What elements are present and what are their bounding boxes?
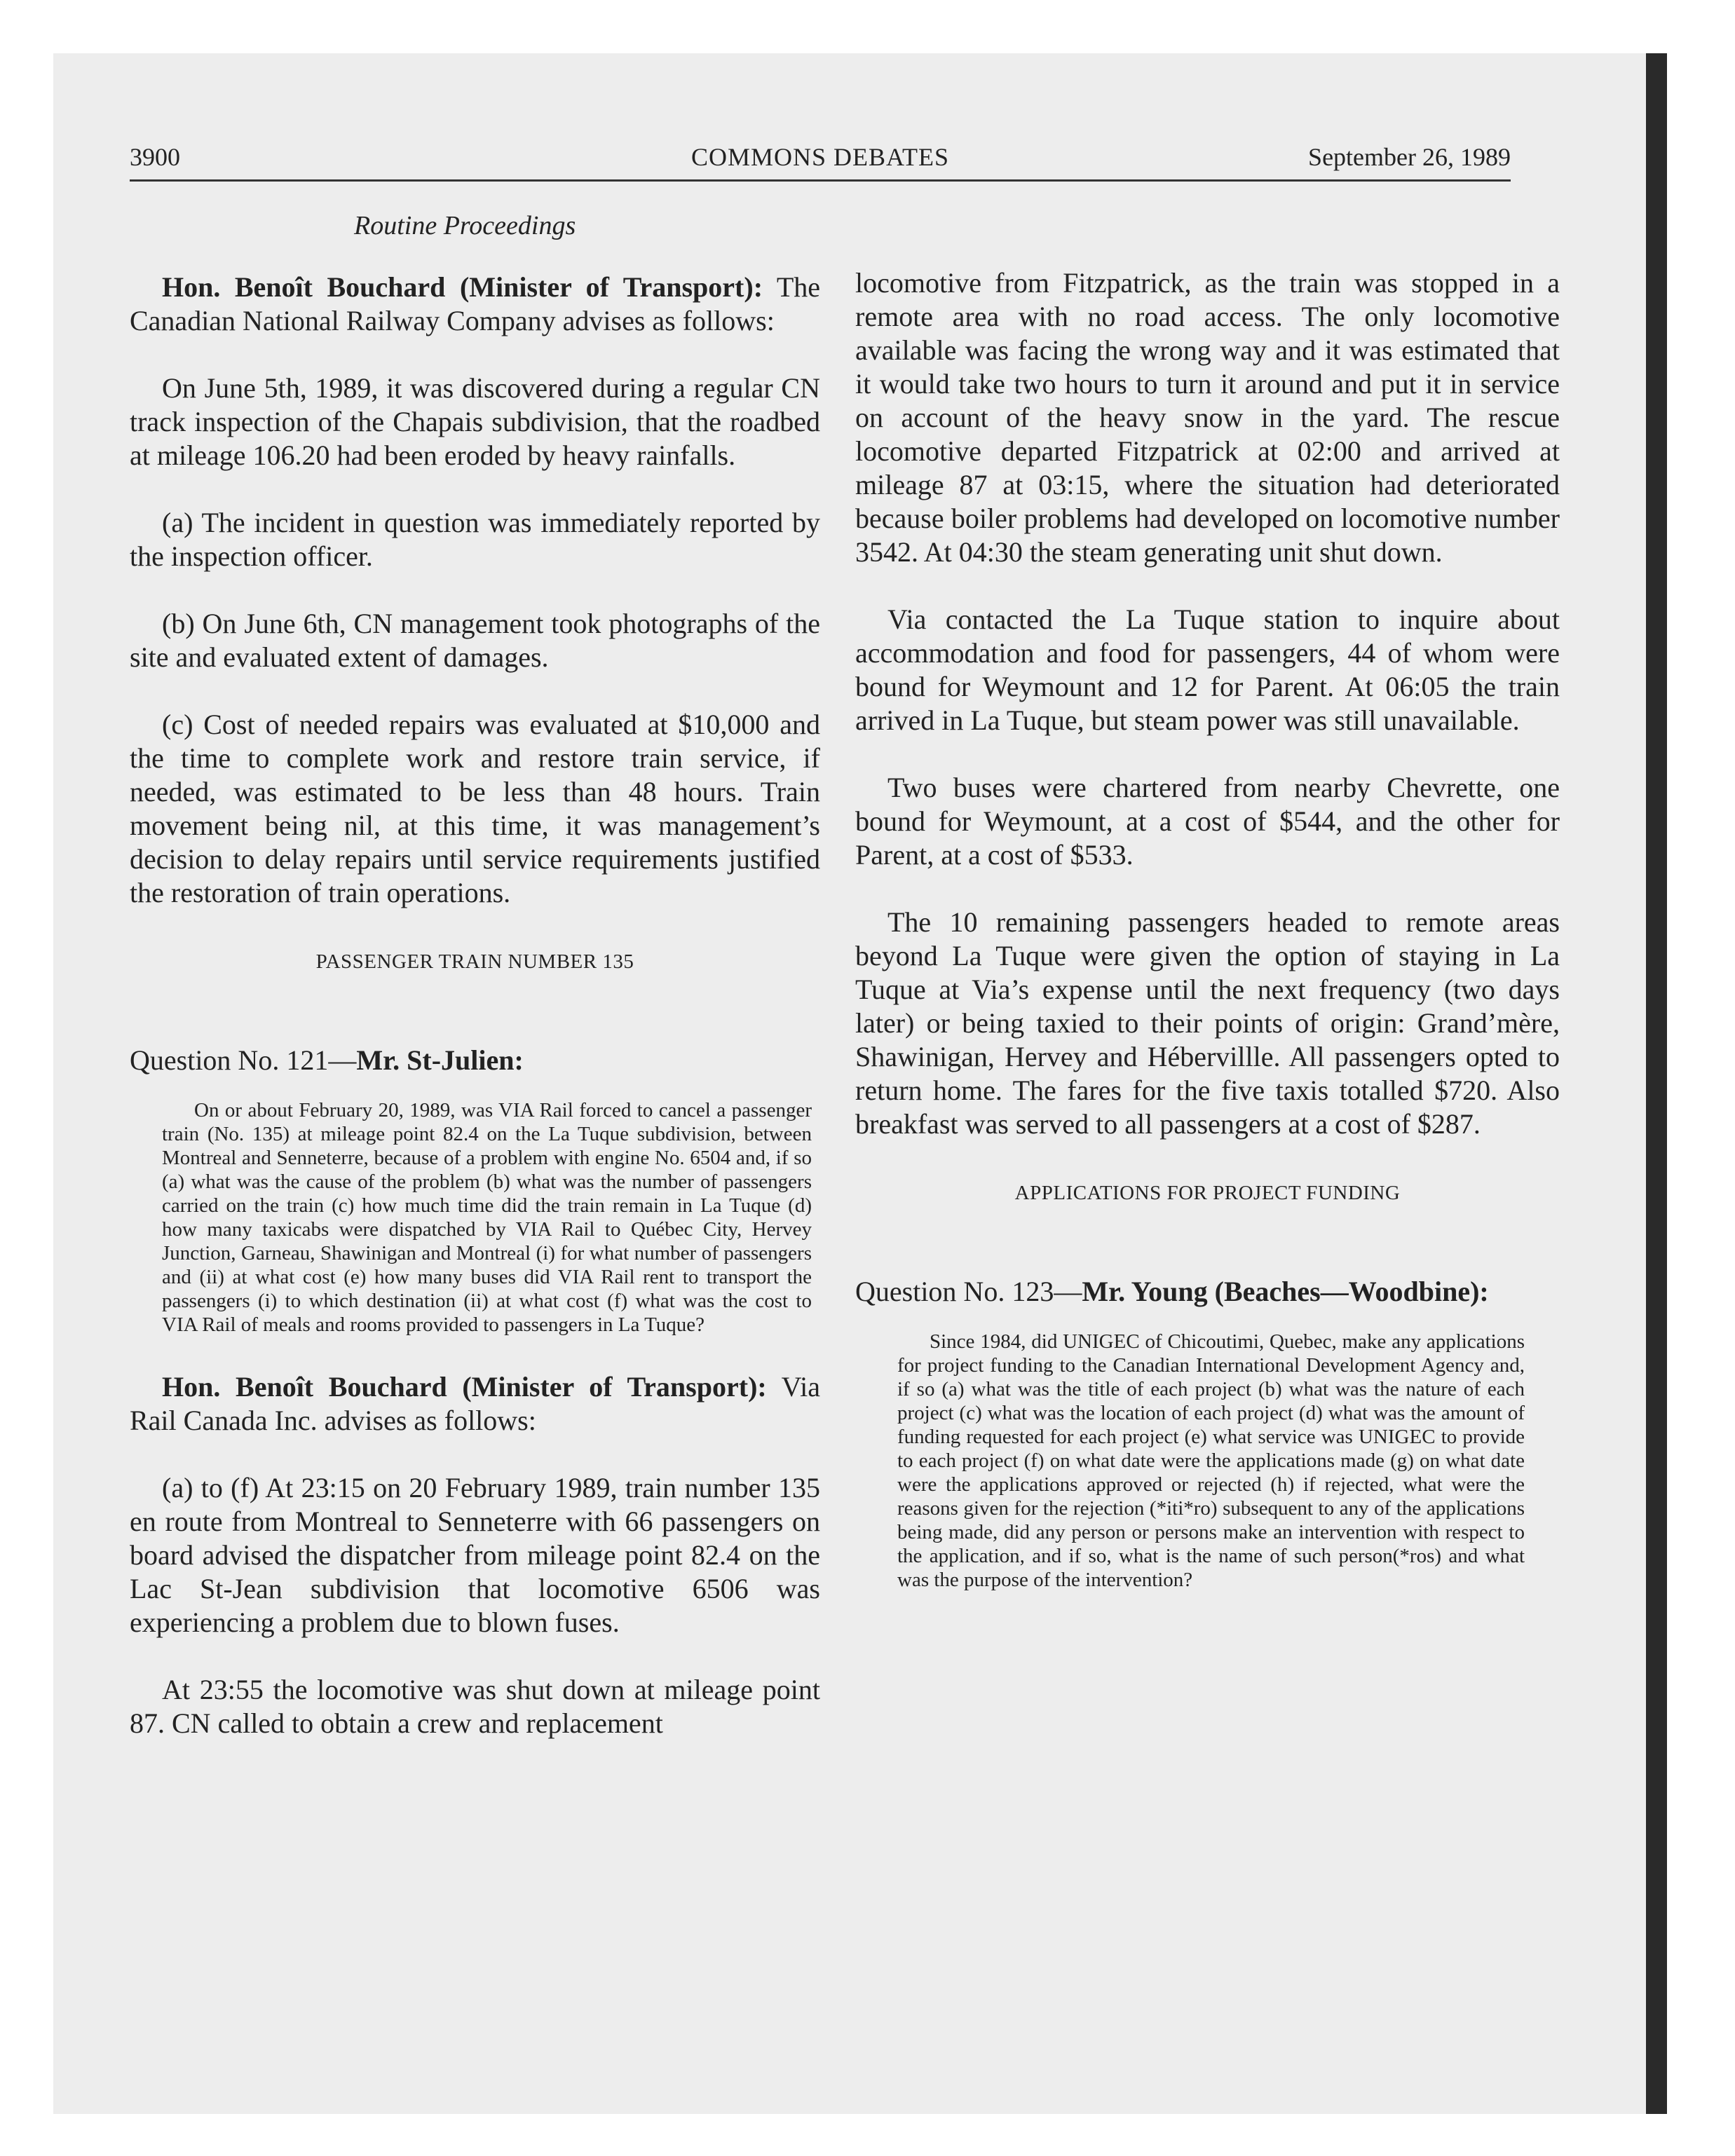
paragraph: Via contacted the La Tuque station to inquire about accommodation and food for passengers, 44 of whom were bound for Weymount and 12 for Parent. At 06:05 the train arrived in La Tuque, but steam power was still unavailable.: [855, 603, 1560, 736]
question-heading: [130, 1044, 820, 1077]
paragraph: (a) to (f) At 23:15 on 20 February 1989, train number 135 en route from Montreal to Senneterre with 66 passengers on board advised the dispatcher from mileage point 82.4 on the Lac St-Jean subdivision that locomotive 6506 was experiencing a problem due to blown fuses.: [130, 1471, 820, 1638]
right-column: [855, 266, 1560, 1625]
page-header: [130, 142, 1511, 184]
via-answer-intro: [130, 1370, 820, 1438]
question-text: On or about February 20, 1989, was VIA Rail forced to cancel a passenger train (No. 135) at mileage point 82.4 on the La Tuque subdivision, between Montreal and Senneterre, because of a problem with engine No. 6504 and, if so (a) what was the cause of the problem (b) what was the number of passengers carried on the train (c) how much time did the train remain in La Tuque (d) how many taxicabs were dispatched by VIA Rail to Québec City, Hervey Junction, Garneau, Shawinigan and Montreal (i) for what number of passengers and (ii) at what cost (e) how many buses did VIA Rail rent to transport the passengers (i) to which destination (ii) at what cost (f) what was the cost to VIA Rail of meals and rooms provided to passengers in La Tuque?: [162, 1098, 812, 1336]
question-heading: [855, 1275, 1560, 1309]
speaker-name: Hon. Benoît Bouchard (Minister of Transport):: [162, 1370, 767, 1403]
question-member: Mr. Young (Beaches—Woodbine):: [1082, 1276, 1489, 1307]
publication-title: COMMONS DEBATES: [690, 143, 950, 171]
paragraph: (c) Cost of needed repairs was evaluated at $10,000 and the time to complete work and restore train service, if needed, was estimated to be less than 48 hours. Train movement being nil, at this time, it was management’s decision to delay repairs until service requirements justified the restoration of train operations.: [130, 708, 820, 908]
paragraph: (a) The incident in question was immediately reported by the inspection officer.: [130, 506, 820, 572]
question-number: Question No. 123—: [855, 1276, 1082, 1307]
paragraph: Two buses were chartered from nearby Chevrette, one bound for Weymount, at a cost of $544, and the other for Parent, at a cost of $533.: [855, 772, 1560, 871]
speaker-statement: The Canadian National Railway Company advises as follows:: [130, 271, 821, 336]
section-heading: APPLICATIONS FOR PROJECT FUNDING: [1014, 1182, 1401, 1204]
page-number: 3900: [130, 143, 180, 171]
question-number: Question No. 121—: [130, 1044, 357, 1076]
speaker-name: Hon. Benoît Bouchard (Minister of Transport):: [162, 271, 763, 303]
question-text: Since 1984, did UNIGEC of Chicoutimi, Quebec, make any applications for project funding to the Canadian International Development Agency and, if so (a) what was the title of each project (b) what was the nature of each project (c) what was the location of each project (d) what was the amount of funding requested for each project (e) what service was UNIGEC to provide to each project (f) on what date were the applications made (g) on what date were the applications approved or rejected (h) if rejected, what were the reasons given for the rejection (*iti*ro) subsequent to any of the applications being made, did any person or persons make an intervention with respect to the application, and if so, what is the name of such person(*ros) and what was the purpose of the intervention?: [897, 1330, 1525, 1591]
publication-date: September 26, 1989: [1308, 143, 1511, 171]
scan-edge-bar: [1646, 53, 1667, 2114]
header-rule: [130, 179, 1511, 182]
paragraph: (b) On June 6th, CN management took photographs of the site and evaluated extent of damages.: [130, 607, 820, 673]
paragraph: The 10 remaining passengers headed to remote areas beyond La Tuque were given the option of staying in La Tuque at Via’s expense until the next frequency (two days later) or being taxied to their points of origin: Grand’mère, Shawinigan, Hervey and Hébervillle. All passengers opted to return home. The fares for the five taxis totalled $720. Also breakfast was served to all passengers at a cost of $287.: [855, 906, 1560, 1140]
section-label: Routine Proceedings: [354, 211, 576, 240]
section-heading: PASSENGER TRAIN NUMBER 135: [315, 950, 634, 973]
speaker-statement: Via Rail Canada Inc. advises as follows:: [130, 1370, 820, 1436]
paragraph: At 23:55 the locomotive was shut down at mileage point 87. CN called to obtain a crew and replacement: [130, 1673, 820, 1739]
left-column: [130, 210, 820, 1774]
cn-answer-intro: [130, 271, 820, 338]
paragraph: On June 5th, 1989, it was discovered during a regular CN track inspection of the Chapais subdivision, that the roadbed at mileage 106.20 had been eroded by heavy rainfalls.: [130, 371, 820, 471]
paragraph: locomotive from Fitzpatrick, as the train was stopped in a remote area with no road access. The only locomotive available was facing the wrong way and it was estimated that it would take two hours to turn it around and put it in service on account of the heavy snow in the yard. The rescue locomotive departed Fitzpatrick at 02:00 and arrived at mileage 87 at 03:15, where the situation had deteriorated because boiler problems had developed on locomotive number 3542. At 04:30 the steam generating unit shut down.: [855, 267, 1560, 568]
question-member: Mr. St-Julien:: [356, 1044, 524, 1076]
